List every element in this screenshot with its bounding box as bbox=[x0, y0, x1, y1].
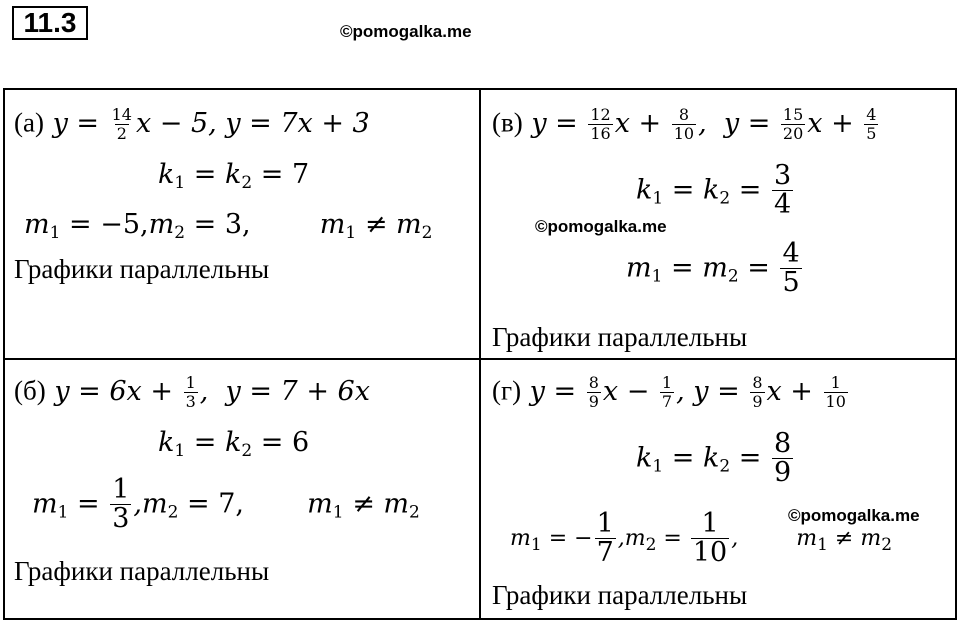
cell-v-k-values: $k_1 = k_2$ = $\frac{3}{4}$ bbox=[636, 160, 792, 221]
table-divider-vertical bbox=[479, 88, 481, 620]
cell-a-conclusion: Графики параллельны bbox=[14, 254, 270, 284]
cell-a-equations: (а) y = $\frac{14}{2}$ x − 5, y = 7x + 3 bbox=[14, 105, 370, 143]
cell-b-equations: (б) y = 6x + $\frac{1}{3}$ , y = 7 + 6x bbox=[14, 373, 370, 411]
watermark: ©pomogalka.me bbox=[535, 217, 667, 236]
table-divider-horizontal bbox=[3, 358, 957, 360]
cell-g-conclusion: Графики параллельны bbox=[492, 580, 748, 610]
watermark: ©pomogalka.me bbox=[788, 506, 920, 525]
cell-g-m-values: $m_1$ = − $\frac{1}{7}$ $,m_2$ = $\frac{1}{10}$ , $m_1 \ne m_2$ bbox=[510, 508, 893, 569]
watermark: ©pomogalka.me bbox=[340, 22, 472, 41]
cell-g-equations: (г) y = $\frac{8}{9}$ x − $\frac{1}{7}$ , y = $\frac{8}{9}$ x + $\frac{1}{10}$ bbox=[492, 373, 846, 411]
cell-b-k-values: $k_1 = k_2 = 6$ bbox=[158, 427, 310, 461]
cell-g-k-values: $k_1 = k_2$ = $\frac{8}{9}$ bbox=[636, 428, 792, 489]
cell-b-conclusion: Графики параллельны bbox=[14, 556, 270, 586]
cell-v-m-values: $m_1 = m_2$ = $\frac{4}{5}$ bbox=[626, 238, 800, 299]
cell-a-m-values: $m_1 = -5,m_2 = 3$, $m_1 \ne m_2$ bbox=[24, 209, 433, 243]
cell-b-m-values: $m_1$ = $\frac{1}{3}$ $,m_2 = 7$, $m_1 \ne m_2$ bbox=[32, 474, 420, 535]
cell-a-k-values: $k_1 = k_2 = 7$ bbox=[158, 159, 310, 193]
cell-v-conclusion: Графики параллельны bbox=[492, 322, 748, 352]
cell-v-equations: (в) y = $\frac{12}{16}$ x + $\frac{8}{10}$ , y = $\frac{15}{20}$ x + $\frac{4}{5}$ bbox=[492, 105, 877, 143]
task-number: 11.3 bbox=[12, 6, 88, 40]
